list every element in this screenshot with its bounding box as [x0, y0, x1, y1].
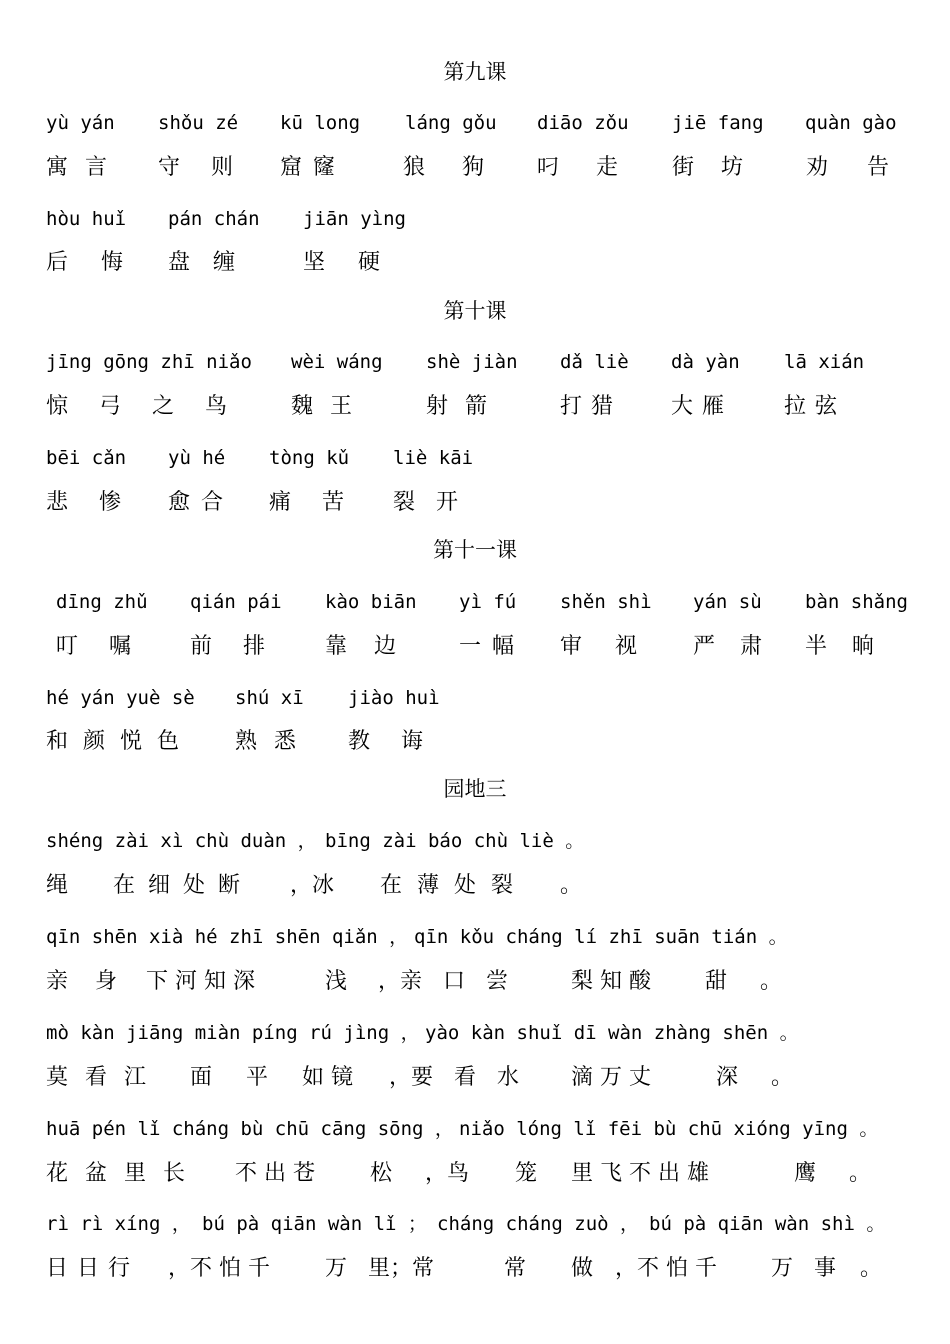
pinyin-line [0, 106, 950, 140]
hanzi-phrase: 常 [504, 1256, 527, 1281]
pinyin-word: yù hé [168, 447, 226, 469]
hanzi-phrase: 浅 [325, 969, 348, 994]
hanzi-phrase: ，鸟 [425, 1161, 470, 1186]
hanzi-word: 半 晌 [805, 634, 874, 659]
pinyin-word: yán sù [693, 591, 762, 613]
pinyin-word: dīng zhǔ [56, 591, 148, 613]
pinyin-word: hòu huǐ [46, 208, 127, 230]
pinyin-word: shú xī [235, 687, 304, 709]
hanzi-word: 惊 弓 之 鸟 [46, 394, 227, 419]
pinyin-line [0, 824, 950, 858]
hanzi-phrase: 面 [190, 1065, 213, 1090]
pinyin-phrase: bīng zài báo chù liè 。 [325, 830, 585, 852]
pinyin-word: lā xián [784, 351, 865, 373]
pinyin-line [0, 1016, 950, 1050]
pinyin-line [0, 1207, 950, 1241]
hanzi-line [0, 151, 950, 185]
hanzi-word: 狼 狗 [403, 155, 484, 180]
pinyin-phrase: niǎo lóng lǐ fēi bù chū xióng yīng 。 [459, 1118, 879, 1140]
hanzi-phrase: 。 [860, 1256, 883, 1281]
hanzi-word: 熟 悉 [235, 729, 296, 754]
pinyin-word: bēi cǎn [46, 447, 127, 469]
pinyin-line [0, 1112, 950, 1146]
pinyin-line [0, 202, 950, 236]
hanzi-word: 窟 窿 [280, 155, 335, 180]
lesson-title: 第十课 [443, 299, 507, 323]
hanzi-word: 叮 嘱 [56, 634, 131, 659]
hanzi-word: 靠 边 [325, 634, 396, 659]
lesson-title: 第九课 [443, 60, 507, 84]
pinyin-word: tòng kǔ [269, 447, 350, 469]
hanzi-line [0, 1061, 950, 1095]
pinyin-phrase: yào kàn shuǐ dī wàn zhàng shēn 。 [425, 1022, 799, 1044]
hanzi-line [0, 869, 950, 903]
pinyin-word: hé yán yuè sè [46, 687, 195, 709]
hanzi-line [0, 486, 950, 520]
hanzi-phrase: 。 [771, 1065, 794, 1090]
hanzi-phrase: ，不 怕 千 [615, 1256, 717, 1281]
pinyin-word: liè kāi [393, 447, 474, 469]
hanzi-word: 审 视 [560, 634, 637, 659]
hanzi-phrase: 下 河 知 深 [146, 969, 255, 994]
hanzi-phrase: 里 飞 不 出 雄 [571, 1161, 709, 1186]
pinyin-phrase: mò kàn jiāng miàn píng rú jìng ， [46, 1022, 420, 1044]
hanzi-phrase: 。 [560, 873, 583, 898]
hanzi-phrase: ，冰 [290, 873, 335, 898]
pinyin-word: wèi wáng [291, 351, 383, 373]
pinyin-word: yì fú [459, 591, 517, 613]
hanzi-phrase: 在 薄 处 裂 [380, 873, 513, 898]
hanzi-line [0, 965, 950, 999]
hanzi-phrase: 万 事 [771, 1256, 836, 1281]
pinyin-phrase: qīn kǒu cháng lí zhī suān tián 。 [414, 926, 788, 948]
hanzi-phrase: 不 出 苍 [235, 1161, 315, 1186]
pinyin-word: shǒu zé [158, 112, 239, 134]
hanzi-word: 射 箭 [426, 394, 487, 419]
hanzi-word: 一 幅 [459, 634, 514, 659]
pinyin-phrase: bú pà qiān wàn shì 。 [649, 1213, 886, 1235]
pinyin-line [0, 920, 950, 954]
hanzi-phrase: ，亲 口 尝 [378, 969, 508, 994]
hanzi-word: 严 肃 [693, 634, 762, 659]
pinyin-word: shěn shì [560, 591, 652, 613]
pinyin-line [0, 585, 950, 619]
pinyin-phrase: rì rì xíng ， [46, 1213, 191, 1235]
hanzi-word: 大 雁 [671, 394, 724, 419]
hanzi-word: 痛 苦 [269, 490, 344, 515]
hanzi-phrase: ，要 看 水 [389, 1065, 519, 1090]
hanzi-word: 叼 走 [537, 155, 618, 180]
pinyin-word: láng gǒu [405, 112, 497, 134]
hanzi-phrase: 亲 身 [46, 969, 117, 994]
hanzi-phrase: 深 [716, 1065, 739, 1090]
hanzi-phrase: 梨 知 酸 [571, 969, 651, 994]
hanzi-phrase: 平 [246, 1065, 269, 1090]
hanzi-phrase: 做 [571, 1256, 594, 1281]
pinyin-line [0, 441, 950, 475]
hanzi-word: 街 坊 [672, 155, 743, 180]
hanzi-word: 和 颜 悦 色 [46, 729, 179, 754]
pinyin-word: dà yàn [671, 351, 740, 373]
hanzi-line [0, 246, 950, 280]
hanzi-phrase: 笼 [515, 1161, 538, 1186]
hanzi-word: 愈 合 [168, 490, 223, 515]
pinyin-line [0, 345, 950, 379]
pinyin-word: kū long [280, 112, 361, 134]
lesson-title: 第十一课 [433, 538, 517, 562]
hanzi-phrase: 滴 万 丈 [571, 1065, 651, 1090]
pinyin-phrase: bú pà qiān wàn lǐ ； [202, 1213, 427, 1235]
hanzi-line [0, 1252, 950, 1286]
hanzi-line [0, 630, 950, 664]
hanzi-phrase: 甜 [705, 969, 728, 994]
hanzi-phrase: 莫 看 江 [46, 1065, 146, 1090]
hanzi-word: 守 则 [158, 155, 233, 180]
pinyin-word: pán chán [168, 208, 260, 230]
hanzi-word: 盘 缠 [168, 250, 235, 275]
hanzi-phrase: 。 [760, 969, 783, 994]
hanzi-word: 教 诲 [348, 729, 423, 754]
hanzi-word: 拉 弦 [784, 394, 837, 419]
pinyin-word: qián pái [190, 591, 282, 613]
pinyin-line [0, 681, 950, 715]
pinyin-word: quàn gào [805, 112, 897, 134]
hanzi-phrase: 日 日 行 [46, 1256, 130, 1281]
pinyin-word: jiē fang [672, 112, 764, 134]
hanzi-line [0, 1157, 950, 1191]
hanzi-phrase: 如 镜 [302, 1065, 353, 1090]
pinyin-word: dǎ liè [560, 351, 629, 373]
hanzi-word: 前 排 [190, 634, 265, 659]
hanzi-word: 悲 惨 [46, 490, 121, 515]
hanzi-line [0, 725, 950, 759]
pinyin-word: kào biān [325, 591, 417, 613]
pinyin-word: bàn shǎng [805, 591, 908, 613]
hanzi-phrase: 。 [849, 1161, 872, 1186]
pinyin-word: jīng gōng zhī niǎo [46, 351, 252, 373]
hanzi-word: 坚 硬 [303, 250, 380, 275]
pinyin-phrase: shéng zài xì chù duàn ， [46, 830, 317, 852]
hanzi-phrase: 花 盆 里 长 [46, 1161, 185, 1186]
hanzi-phrase: 鹰 [794, 1161, 817, 1186]
pinyin-phrase: qīn shēn xià hé zhī shēn qiǎn ， [46, 926, 409, 948]
lesson-title: 园地三 [443, 777, 507, 801]
hanzi-phrase: 松 [370, 1161, 393, 1186]
pinyin-phrase: huā pén lǐ cháng bù chū cāng sōng ， [46, 1118, 454, 1140]
hanzi-phrase: 万 里；常 [325, 1256, 434, 1281]
hanzi-word: 裂 开 [393, 490, 458, 515]
hanzi-phrase: ，不 怕 千 [168, 1256, 270, 1281]
pinyin-word: shè jiàn [426, 351, 518, 373]
pinyin-word: diāo zǒu [537, 112, 629, 134]
pinyin-phrase: cháng cháng zuò ， [437, 1213, 640, 1235]
pinyin-word: jiān yìng [303, 208, 406, 230]
hanzi-word: 劝 告 [806, 155, 889, 180]
hanzi-word: 寓 言 [46, 155, 107, 180]
pinyin-word: jiào huì [348, 687, 440, 709]
hanzi-line [0, 390, 950, 424]
hanzi-phrase: 绳 [46, 873, 69, 898]
hanzi-phrase: 在 细 处 断 [113, 873, 240, 898]
hanzi-word: 魏 王 [291, 394, 352, 419]
hanzi-word: 打 猎 [560, 394, 613, 419]
pinyin-word: yù yán [46, 112, 115, 134]
hanzi-word: 后 悔 [46, 250, 123, 275]
